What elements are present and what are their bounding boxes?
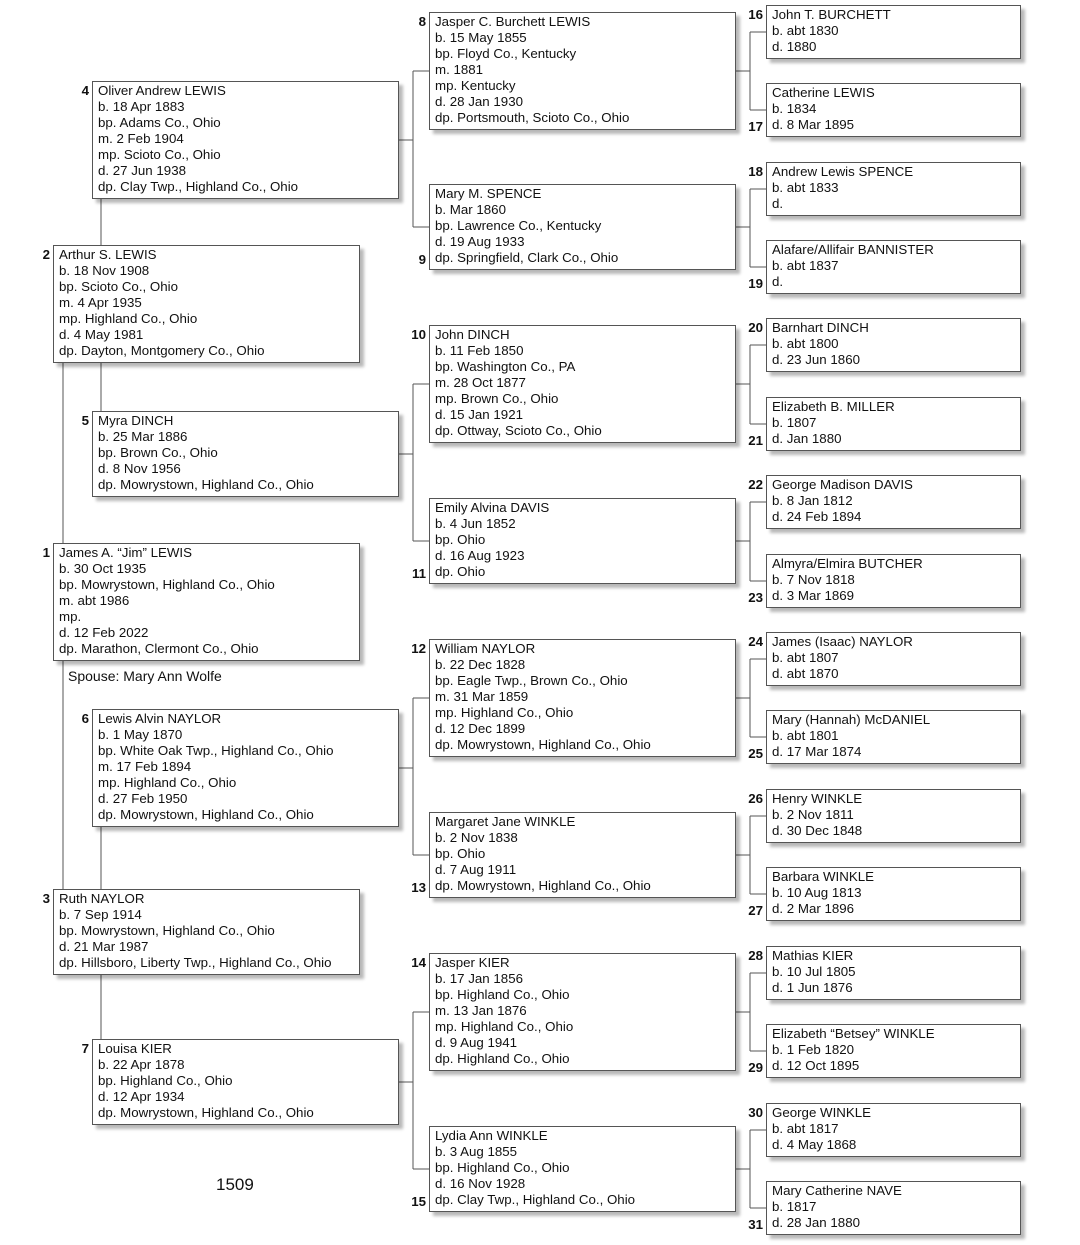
person-detail: m. 28 Oct 1877 [435,375,526,390]
person-detail: dp. Mowrystown, Highland Co., Ohio [98,477,314,492]
person-detail: dp. Dayton, Montgomery Co., Ohio [59,343,265,358]
person-detail: d. 15 Jan 1921 [435,407,523,422]
person-detail: dp. Ottway, Scioto Co., Ohio [435,423,602,438]
person-detail: b. 1 Feb 1820 [772,1042,855,1057]
person-detail: m. 4 Apr 1935 [59,295,142,310]
person-number-20: 20 [748,320,763,335]
person-name: Mary M. SPENCE [435,186,542,201]
person-detail: mp. Highland Co., Ohio [98,775,237,790]
person-detail: b. abt 1800 [772,336,839,351]
person-number-24: 24 [748,634,763,649]
person-box-7 [92,1039,399,1125]
person-number-7: 7 [81,1041,89,1056]
person-detail: d. 4 May 1981 [59,327,144,342]
person-number-12: 12 [411,641,426,656]
person-number-29: 29 [748,1060,763,1075]
person-number-8: 8 [418,14,426,29]
person-number-5: 5 [81,413,89,428]
person-number-13: 13 [411,880,426,895]
person-detail: dp. Hillsboro, Liberty Twp., Highland Co., Ohio [59,955,332,970]
person-detail: b. abt 1801 [772,728,839,743]
person-detail: d. 3 Mar 1869 [772,588,855,603]
person-detail: d. 24 Feb 1894 [772,509,862,524]
person-name: William NAYLOR [435,641,536,656]
person-detail: d. 27 Feb 1950 [98,791,188,806]
person-box-28 [766,946,1021,1000]
person-box-19 [766,240,1021,294]
person-box-8 [429,12,736,130]
person-detail: mp. Scioto Co., Ohio [98,147,221,162]
person-name: Elizabeth “Betsey” WINKLE [772,1026,935,1041]
person-detail: mp. Highland Co., Ohio [435,1019,574,1034]
person-box-27 [766,867,1021,921]
person-detail: b. 1 May 1870 [98,727,183,742]
person-detail: b. 7 Sep 1914 [59,907,142,922]
person-detail: dp. Mowrystown, Highland Co., Ohio [435,737,651,752]
person-detail: dp. Springfield, Clark Co., Ohio [435,250,619,265]
person-box-23 [766,554,1021,608]
person-detail: b. abt 1830 [772,23,839,38]
person-detail: d. 23 Jun 1860 [772,352,860,367]
person-detail: b. 1817 [772,1199,817,1214]
person-detail: b. 30 Oct 1935 [59,561,147,576]
person-box-16 [766,5,1021,59]
person-box-29 [766,1024,1021,1078]
person-detail: m. 1881 [435,62,484,77]
person-detail: b. abt 1833 [772,180,839,195]
person-detail: bp. Washington Co., PA [435,359,576,374]
person-detail: d. 19 Aug 1933 [435,234,525,249]
person-name: Mathias KIER [772,948,854,963]
person-box-4 [92,81,399,199]
person-detail: d. 12 Feb 2022 [59,625,149,640]
person-detail: b. 10 Jul 1805 [772,964,856,979]
person-detail: d. 12 Oct 1895 [772,1058,860,1073]
person-detail: d. 1880 [772,39,817,54]
person-detail: mp. Highland Co., Ohio [59,311,198,326]
person-box-2 [53,245,360,363]
person-number-26: 26 [748,791,763,806]
person-detail: dp. Clay Twp., Highland Co., Ohio [98,179,299,194]
person-detail: bp. Ohio [435,846,486,861]
person-detail: d. 9 Aug 1941 [435,1035,518,1050]
person-box-30 [766,1103,1021,1157]
person-detail: b. 17 Jan 1856 [435,971,523,986]
person-box-5 [92,411,399,497]
person-box-13 [429,812,736,898]
person-number-10: 10 [411,327,426,342]
person-name: Margaret Jane WINKLE [435,814,576,829]
person-name: Mary Catherine NAVE [772,1183,902,1198]
person-detail: bp. Lawrence Co., Kentucky [435,218,602,233]
person-detail: d. 28 Jan 1880 [772,1215,860,1230]
person-detail: mp. Kentucky [435,78,516,93]
person-name: Jasper KIER [435,955,510,970]
person-detail: d. 30 Dec 1848 [772,823,863,838]
person-name: Lewis Alvin NAYLOR [98,711,222,726]
person-number-19: 19 [748,276,763,291]
person-detail: bp. Floyd Co., Kentucky [435,46,577,61]
person-detail: b. abt 1807 [772,650,839,665]
person-name: James (Isaac) NAYLOR [772,634,913,649]
person-detail: b. 4 Jun 1852 [435,516,516,531]
person-number-25: 25 [748,746,763,761]
person-detail: mp. Highland Co., Ohio [435,705,574,720]
person-name: Almyra/Elmira BUTCHER [772,556,923,571]
person-detail: d. [772,274,784,289]
person-name: Barbara WINKLE [772,869,874,884]
person-number-6: 6 [81,711,89,726]
person-detail: b. 8 Jan 1812 [772,493,853,508]
person-number-15: 15 [411,1194,426,1209]
person-detail: dp. Ohio [435,564,486,579]
person-name: Mary (Hannah) McDANIEL [772,712,931,727]
person-box-3 [53,889,360,975]
person-detail: b. 2 Nov 1838 [435,830,518,845]
person-name: Louisa KIER [98,1041,172,1056]
person-detail: b. 1834 [772,101,817,116]
person-detail: dp. Clay Twp., Highland Co., Ohio [435,1192,636,1207]
person-name: James A. “Jim” LEWIS [59,545,192,560]
person-box-1 [53,543,360,661]
person-name: George Madison DAVIS [772,477,913,492]
page-number: 1509 [216,1175,254,1194]
person-detail: m. 17 Feb 1894 [98,759,192,774]
person-box-26 [766,789,1021,843]
person-detail: d. 16 Nov 1928 [435,1176,526,1191]
person-name: Lydia Ann WINKLE [435,1128,548,1143]
person-detail: bp. White Oak Twp., Highland Co., Ohio [98,743,334,758]
person-box-25 [766,710,1021,764]
person-number-1: 1 [42,545,50,560]
person-detail: d. 4 May 1868 [772,1137,857,1152]
person-detail: m. 31 Mar 1859 [435,689,529,704]
person-name: Henry WINKLE [772,791,863,806]
person-detail: b. 1807 [772,415,817,430]
person-number-3: 3 [42,891,50,906]
person-detail: bp. Highland Co., Ohio [435,1160,570,1175]
person-detail: bp. Mowrystown, Highland Co., Ohio [59,577,275,592]
person-detail: b. Mar 1860 [435,202,506,217]
person-detail: b. 10 Aug 1813 [772,885,862,900]
person-box-20 [766,318,1021,372]
person-detail: d. 12 Apr 1934 [98,1089,185,1104]
person-box-24 [766,632,1021,686]
person-detail: b. 7 Nov 1818 [772,572,855,587]
person-box-12 [429,639,736,757]
person-box-21 [766,397,1021,451]
person-number-23: 23 [748,590,763,605]
person-box-15 [429,1126,736,1212]
person-name: Ruth NAYLOR [59,891,145,906]
person-name: Oliver Andrew LEWIS [98,83,226,98]
person-detail: d. 12 Dec 1899 [435,721,526,736]
person-name: Jasper C. Burchett LEWIS [435,14,591,29]
person-number-21: 21 [748,433,763,448]
person-detail: d. 8 Nov 1956 [98,461,181,476]
person-name: Myra DINCH [98,413,174,428]
person-detail: d. 8 Mar 1895 [772,117,855,132]
person-number-22: 22 [748,477,763,492]
person-number-30: 30 [748,1105,763,1120]
person-detail: bp. Mowrystown, Highland Co., Ohio [59,923,275,938]
person-detail: d. 21 Mar 1987 [59,939,149,954]
person-detail: d. 16 Aug 1923 [435,548,525,563]
person-detail: d. 1 Jun 1876 [772,980,853,995]
person-detail: bp. Adams Co., Ohio [98,115,221,130]
person-number-28: 28 [748,948,763,963]
person-detail: b. 2 Nov 1811 [772,807,854,822]
person-detail: dp. Mowrystown, Highland Co., Ohio [435,878,651,893]
person-detail: mp. Brown Co., Ohio [435,391,559,406]
person-name: Arthur S. LEWIS [59,247,157,262]
person-name: Catherine LEWIS [772,85,875,100]
person-detail: d. 27 Jun 1938 [98,163,186,178]
person-detail: dp. Mowrystown, Highland Co., Ohio [98,807,314,822]
person-detail: m. 13 Jan 1876 [435,1003,527,1018]
person-box-22 [766,475,1021,529]
person-detail: m. 2 Feb 1904 [98,131,184,146]
person-box-11 [429,498,736,584]
person-name: Emily Alvina DAVIS [435,500,550,515]
person-detail: bp. Eagle Twp., Brown Co., Ohio [435,673,628,688]
person-box-9 [429,184,736,270]
person-name: Alafare/Allifair BANNISTER [772,242,934,257]
person-box-18 [766,162,1021,216]
person-detail: b. 18 Apr 1883 [98,99,185,114]
person-number-14: 14 [411,955,426,970]
person-name: John T. BURCHETT [772,7,891,22]
person-number-9: 9 [418,252,426,267]
person-box-6 [92,709,399,827]
person-name: Elizabeth B. MILLER [772,399,895,414]
person-detail: d. Jan 1880 [772,431,842,446]
person-name: George WINKLE [772,1105,872,1120]
person-detail: b. 15 May 1855 [435,30,527,45]
person-number-27: 27 [748,903,763,918]
person-box-31 [766,1181,1021,1235]
person-box-14 [429,953,736,1071]
person-detail: d. 28 Jan 1930 [435,94,523,109]
person-number-31: 31 [748,1217,763,1232]
person-detail: b. 3 Aug 1855 [435,1144,518,1159]
person-detail: b. 11 Feb 1850 [435,343,524,358]
person-number-4: 4 [81,83,89,98]
person-detail: dp. Portsmouth, Scioto Co., Ohio [435,110,630,125]
person-name: John DINCH [435,327,510,342]
person-detail: mp. [59,609,82,624]
person-detail: bp. Scioto Co., Ohio [59,279,178,294]
person-detail: d. [772,196,784,211]
person-box-17 [766,83,1021,137]
person-number-2: 2 [42,247,50,262]
person-detail: b. abt 1837 [772,258,839,273]
person-detail: bp. Highland Co., Ohio [435,987,570,1002]
person-detail: dp. Marathon, Clermont Co., Ohio [59,641,259,656]
person-number-16: 16 [748,7,763,22]
person-detail: b. 22 Apr 1878 [98,1057,185,1072]
person-detail: b. abt 1817 [772,1121,839,1136]
person-detail: d. abt 1870 [772,666,839,681]
person-detail: dp. Mowrystown, Highland Co., Ohio [98,1105,314,1120]
person-box-10 [429,325,736,443]
person-detail: dp. Highland Co., Ohio [435,1051,570,1066]
person-detail: bp. Highland Co., Ohio [98,1073,233,1088]
person-detail: d. 17 Mar 1874 [772,744,862,759]
spouse-label: Spouse: Mary Ann Wolfe [68,668,222,684]
person-number-18: 18 [748,164,763,179]
person-detail: d. 2 Mar 1896 [772,901,855,916]
person-name: Andrew Lewis SPENCE [772,164,914,179]
person-detail: b. 18 Nov 1908 [59,263,150,278]
person-number-11: 11 [411,566,426,581]
person-number-17: 17 [748,119,763,134]
person-detail: m. abt 1986 [59,593,130,608]
person-detail: b. 22 Dec 1828 [435,657,526,672]
person-name: Barnhart DINCH [772,320,869,335]
person-detail: bp. Ohio [435,532,486,547]
person-detail: d. 7 Aug 1911 [435,862,517,877]
person-detail: bp. Brown Co., Ohio [98,445,218,460]
person-detail: b. 25 Mar 1886 [98,429,188,444]
